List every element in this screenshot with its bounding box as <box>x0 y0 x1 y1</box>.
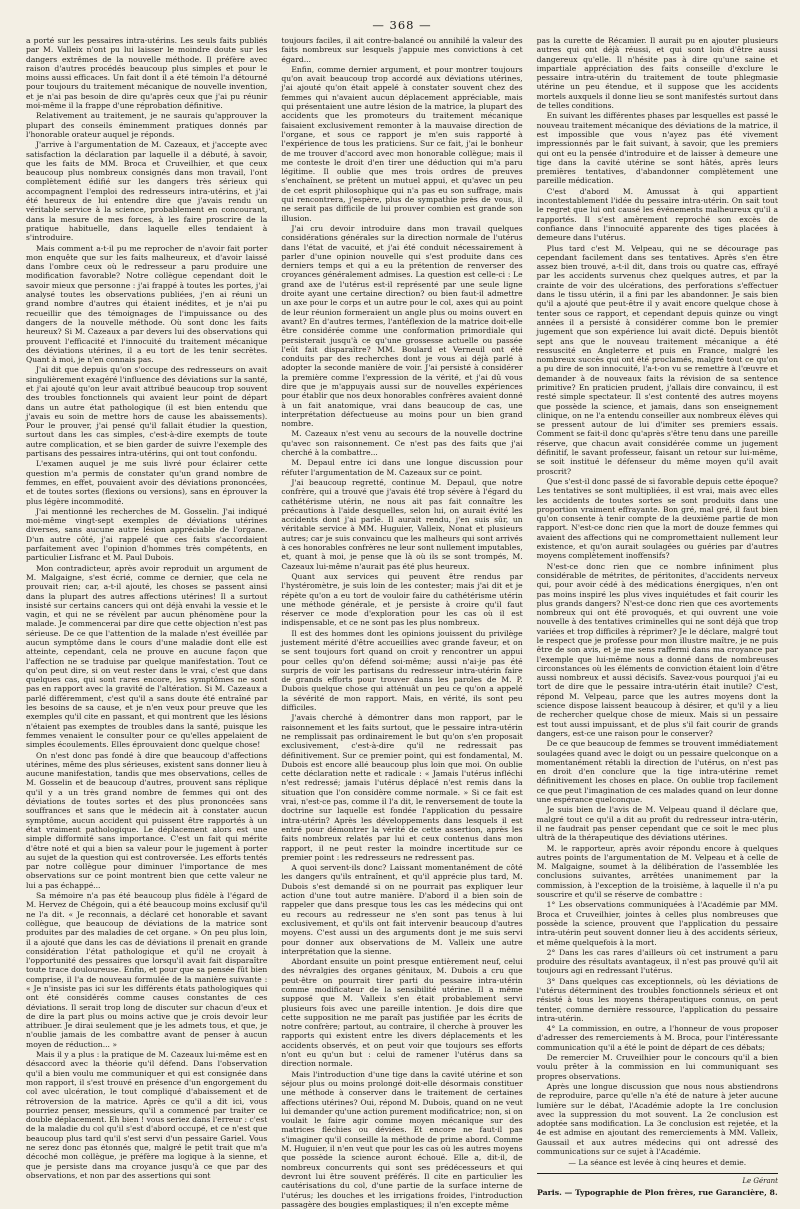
paragraph: M. Depaul entre ici dans une longue discussion pour réfuter l'argumentation de M. Cazeaux sur ce point. <box>281 458 523 477</box>
paragraph: A quoi servent-ils donc? Laissant momentanément de côté les dangers qu'ils entraînent, et qu'il apprécie plus tard, M. Dubois s'est demandé si on ne pourrait pas expliquer leur action d'une tout autre manière. D'abord il a bien soin de rappeler que dans presque tous les cas les médecins qui ont eu recours au redresseur ne s'en sont pas tenus à lui exclusivement, et qu'ils ont fait intervenir beaucoup d'autres moyens. C'est aussi un des arguments dont je me suis servi pour donner aux observations de M. Valleix une autre interprétation que la sienne. <box>281 863 523 956</box>
paragraph: De remercier M. Cruveilhier pour le concours qu'il a bien voulu prêter à la commission en lui communiquant ses propres observations. <box>536 1053 778 1081</box>
paragraph: Après une longue discussion que nous nous abstiendrons de reproduire, parce qu'elle n'a été de nature à jeter aucune lumière sur le débat, l'Académie adopte la 1re conclusion avec la suppression du mot souvent. La 2e conclusion est adoptée sans modification. La 3e conclusion est rejetée, et la 4e est admise en ajoutant des remerciements à MM. Valleix, Gaussail et aux autres médecins qui ont adressé des communications sur ce sujet à l'Académie. <box>536 1081 778 1157</box>
column-1 <box>26 36 268 1180</box>
paragraph: Abordant ensuite un point presque entièrement neuf, celui des névralgies des organes génitaux, M. Dubois a cru que peut-être on pourrait tirer parti du pessaire intra-utérin comme modificateur de la sensibilité utérine. Il a même supposé que M. Valleix s'en était probablement servi plusieurs fois avec une pareille intention. Je dois dire que cette supposition ne me paraît pas justifiée par les écrits de notre confrère; partout, au contraire, il cherche à prouver les rapports qui existent entre les divers déplacements et les accidents observés, et on peut voir que toujours ses efforts n'ont eu qu'un but : celui de ramener l'utérus dans sa direction normale. <box>281 957 523 1069</box>
paragraph: Mais l'introduction d'une tige dans la cavité utérine et son séjour plus ou moins prolongé doit-elle désormais constituer une méthode à conserver dans le traitement de certaines affections utérines? Oui, répond M. Dubois, quand on ne veut lui demander qu'une action purement modificatrice; non, si on voulait le faire agir comme moyen mécanique sur des matrices fléchies ou déviées. Et encore ne faut-il pas s'imaginer qu'il conseille la méthode de prime abord. Comme M. Huguier, il n'en veut que pour les cas où les autres moyens que possède la science auront échoué. Elle a, dit-il, de nombreux concurrents qui sont ses prédécesseurs et qui devront lui être souvent préférés. Il cite en particulier les cautérisations du col, d'une partie de la surface interne de l'utérus; les douches et les irrigations froides, l'introduction passagère des bougies emplastiques; il n'en excepte même <box>281 1069 523 1209</box>
paragraph: J'ai cru devoir introduire dans mon travail quelques considérations générales sur la direction normale de l'utérus dans l'état de vacuité, et j'ai été conduit nécessairement à parler d'une opinion nouvelle qui s'est produite dans ces derniers temps et qui a eu la prétention de renverser des croyances généralement admises. La question est celle-ci : Le grand axe de l'utérus est-il représenté par une seule ligne droite ayant une certaine direction? ou bien faut-il admettre un axe pour le corps et un autre pour le col, axes qui au point de leur réunion formeraient un angle plus ou moins ouvert en avant? En d'autres termes, l'antéflexion de la matrice doit-elle être considérée comme une conformation primordiale qui persisterait jusqu'à ce qu'une grossesse actuelle ou passée l'eût fait disparaître? MM. Boulard et Verneuil ont été conduits par des recherches dont je vous ai déjà parlé à adopter la seconde manière de voir. J'ai persisté à considérer la première comme l'expression de la vérité, et j'ai dû vous dire que je m'appuyais aussi sur de nouvelles expériences pour établir que nos deux honorables confrères avaient donné à un fait anatomique, vrai dans beaucoup de cas, une interprétation défectueuse au moins pour un bien grand nombre. <box>281 223 523 429</box>
paragraph: J'arrive à l'argumentation de M. Cazeaux, et j'accepte avec satisfaction la déclaration par laquelle il a débuté, à savoir, que les faits de MM. Broca et Cruveilhier, et que ceux beaucoup plus nombreux consignés dans mon travail, l'ont complètement édifié sur les dangers très sérieux qui accompagnent l'emploi des redresseurs intra-utérins, et j'ai été heureux de lui entendre dire que j'avais rendu un véritable service à la science, probablement en concourant, dans la mesure de mes forces, à les faire proscrire de la pratique habituelle, dans laquelle elles tendaient à s'introduire. <box>26 140 268 243</box>
paragraph: pas la curette de Récamier. Il aurait pu en ajouter plusieurs autres qui ont déjà réussi, et qui sont loin d'être aussi dangereux qu'elle. Il n'hésite pas à dire qu'une saine et impartiale appréciation des faits conseille d'exclure le pessaire intra-utérin du traitement de toute phlegmasie utérine un peu étendue, et il suppose que les accidents mortels auxquels il donne lieu se sont manifestés surtout dans de telles conditions. <box>536 36 778 111</box>
paragraph: J'ai dit que depuis qu'on s'occupe des redresseurs on avait singulièrement exagéré l'influence des déviations sur la santé, et j'ai ajouté qu'on leur avait attribué beaucoup trop souvent des troubles fonctionnels qui avaient leur point de départ dans un autre état pathologique (il est bien entendu que j'avais eu soin de mettre hors de cause les abaissements). Pour le prouver, j'ai pensé qu'il fallait étudier la question, surtout dans les cas simples, c'est-à-dire exempts de toute autre complication, et se bien garder de suivre l'exemple des partisans des pessaires intra-utérins, qui ont tout confondu. <box>26 365 268 459</box>
paragraph: M. le rapporteur, après avoir répondu encore à quelques autres points de l'argumentation de M. Velpeau et à celle de M. Malgaigne, soumet à la délibération de l'assemblée les conclusions suivantes, arrêtées unanimement par la commission, à l'exception de la troisième, à laquelle il n'a pu souscrire et qu'il se réserve de combattre : <box>536 843 778 900</box>
paragraph: J'ai beaucoup regretté, continue M. Depaul, que notre confrère, qui a trouvé que j'avais été trop sévère à l'égard du cathétérisme utérin, ne nous ait pas fait connaître les précautions à l'aide desquelles, selon lui, on aurait évité les accidents dont j'ai parlé. Il aurait rendu, j'en suis sûr, un véritable service à MM. Huguier, Valleix, Nonat et plusieurs autres; car je suis convaincu que les malheurs qui sont arrivés à ces honorables confrères ne leur sont nullement imputables, et, quant à moi, je pense que là où ils se sont trompés, M. Cazeaux lui-même n'aurait pas été plus heureux. <box>281 477 523 571</box>
paragraph: 4° La commission, en outre, a l'honneur de vous proposer d'adresser des remerciements à M. Broca, pour l'intéressante communication qu'il a été le point de départ de ces débats; <box>536 1024 778 1052</box>
paragraph: 2° Dans les cas rares d'ailleurs où cet instrument a paru produire des résultats avantageux, il n'est pas prouvé qu'il ait toujours agi en redressant l'utérus. <box>536 947 778 976</box>
paragraph: Sa mémoire n'a pas été beaucoup plus fidèle à l'égard de M. Hervez de Chégoin, qui a été beaucoup moins exclusif qu'il ne l'a dit. « Je reconnais, a déclaré cet honorable et savant collègue, que beaucoup de déviations de la matrice sont produites par des maladies de cet organe. » On peu plus loin, il a ajouté que dans les cas de déviations il prenait en grande considération l'état pathologique et qu'il ne croyait à l'opportunité des pessaires que lorsqu'il avait fait disparaître toute trace douloureuse. Enfin, et pour que sa pensée fût bien comprise, il l'a de nouveau formulée de la manière suivante : « Je n'insiste pas ici sur les différents états pathologiques qui ont été considérés comme causes constantes de ces déviations. Il serait trop long de discuter sur chacun d'eux et de dire la part plus ou moins active que je crois devoir leur attribuer. Je dirai seulement que je les admets tous, et que, je n'oublie jamais de les combattre avant de penser à aucun moyen de réduction... » <box>26 891 268 1049</box>
closing-rule <box>537 1173 778 1174</box>
paragraph: C'est d'abord M. Amussat à qui appartient incontestablement l'idée du pessaire intra-utérin. On sait tout le regret que lui ont causé les événements malheureux qu'il a rapportés. Il s'est amèrement reproché son excès de confiance dans l'innocuité apparente des tiges placées à demeure dans l'utérus. <box>536 186 778 243</box>
column-3-body <box>537 36 778 1156</box>
paragraph: M. Cazeaux n'est venu au secours de la nouvelle doctrine qu'avec son raisonnement. Ce n'est pas des faits que j'ai cherché à la combattre... <box>281 429 523 458</box>
paragraph: Mais comment a-t-il pu me reprocher de n'avoir fait porter mon enquête que sur les faits malheureux, et d'avoir laissé dans l'ombre ceux où le redresseur a paru produire une modification favorable? Notre collègue cependant doit le savoir mieux que personne : j'ai frappé à toutes les portes, j'ai analysé toutes les observations publiées, j'en ai réuni un grand nombre d'autres qui étaient inédites, et je n'ai pu recueillir que des témoignages de l'impuissance ou des dangers de la nouvelle méthode. Où sont donc les faits heureux? Si M. Cazeaux a par devers lui des observations qui prouvent l'efficacité et l'innocuité du traitement mécanique des déviations utérines, il a eu tort de les tenir secrètes. Quant à moi, je n'en connais pas. <box>26 243 268 365</box>
paragraph: Mon contradicteur, après avoir reproduit un argument de M. Malgaigne, s'est écrié, comme ce dernier, que cela ne prouvait rien; car, a-t-il ajouté, les choses se passent ainsi dans la plupart des autres affections utérines! Il a surtout insisté sur certains cancers qui ont déjà envahi la vessie et le vagin, et qui ne se révèlent par aucun phénomène pour la malade. Je commencerai par dire que cette objection n'est pas sérieuse. De ce que l'attention de la malade n'est éveillée par aucun symptôme dans le cours d'une maladie dont elle est atteinte, cependant, cela ne prouve en aucune façon que l'affection ne se traduise par quelque manifestation. Tout ce qu'on peut dire, si on veut rester dans le vrai, c'est que dans quelques cas, qui sont rares encore, les symptômes ne sont pas en rapport avec la gravité de l'altération. Si M. Cazeaux a parlé différemment, c'est qu'il a sans doute été entraîné par les besoins de sa cause, et je n'en veux pour preuve que les exemples qu'il cite en passant, et qui montrent que les lésions n'étaient pas exemptes de troubles dans la santé, puisque les femmes venaient le consulter pour ce qu'elles appelaient de simples écoulements. Elles éprouvaient donc quelque chose! <box>26 563 268 750</box>
paragraph: a porté sur les pessaires intra-utérins. Les seuls faits publiés par M. Valleix n'ont pu lui laisser le moindre doute sur les dangers extrêmes de la nouvelle méthode. Il préfère avec raison d'autres procédés beaucoup plus simples et pour le moins aussi efficaces. Un fait dont il a été témoin l'a détourné pour toujours du traitement mécanique de nouvelle invention, et je n'ai pas besoin de dire qu'après ceux que j'ai pu réunir moi-même il la frappe d'une réprobation définitive. <box>26 36 268 111</box>
paragraph: Enfin, comme dernier argument, et pour montrer toujours qu'on avait beaucoup trop accordé aux déviations utérines, j'ai ajouté qu'on était appelé à constater souvent chez des femmes qui n'avaient aucun déplacement appréciable, mais qui présentaient une autre lésion de la matrice, la plupart des accidents que les promoteurs du traitement mécanique faisaient exclusivement remonter à la mauvaise direction de l'organe, et sous ce rapport je m'en suis rapporté à l'expérience de tous les praticiens. Sur ce fait, j'ai le bonheur de me trouver d'accord avec mon honorable collègue; mais il me conteste le droit d'en tirer une déduction qui m'a paru légitime. Il oublie que mes trois ordres de preuves s'enchaînent, se prêtent un mutuel appui, et qu'avec un peu de cet esprit philosophique qui n'a pas eu son suffrage, mais qui rencontrera, j'espère, plus de sympathie près de vous, il ne serait pas difficile de lui prouver combien est grande son illusion. <box>281 64 523 223</box>
text-columns <box>26 36 778 1209</box>
page-header <box>26 14 778 36</box>
column-2 <box>281 36 523 1209</box>
paragraph: 3° Dans quelques cas exceptionnels, où les déviations de l'utérus déterminent des troubles fonctionnels sérieux et ont résisté à tous les moyens thérapeutiques connus, on peut tenter, comme dernière ressource, l'application du pessaire intra-utérin. <box>536 976 778 1023</box>
gerant-signature: Le Gérant <box>742 1176 778 1185</box>
paragraph: Que s'est-il donc passé de si favorable depuis cette époque? Les tentatives se sont multipliées, il est vrai, mais avec elles les accidents de toutes sortes se sont produits dans une proportion vraiment effrayante. Bon gré, mal gré, il faut bien qu'on consente à tenir compte de la deuxième partie de mon rapport. N'est-ce donc rien que la mort de douze femmes qui avaient des affections qui ne compromettaient nullement leur existence, et qu'on aurait soulagées ou guéries par d'autres moyens complètement inoffensifs? <box>536 476 778 561</box>
paragraph: En suivant les différentes phases par lesquelles est passé le nouveau traitement mécanique des déviations de la matrice, il est impossible que vous n'ayez pas été vivement impressionnés par le fait suivant, à savoir, que les premiers qui ont eu la pensée d'introduire et de laisser à demeure une tige dans la cavité utérine se sont hâtés, après leurs premières tentatives, d'abandonner complètement une pareille médication. <box>536 111 778 186</box>
paragraph: Il est des hommes dont les opinions jouissent du privilège justement mérité d'être accueillies avec grande faveur, et on se sent toujours fort quand on croit y rencontrer un appui pour celles qu'on défend soi-même; aussi n'ai-je pas été surpris de voir les partisans du redresseur intra-utérin faire de grands efforts pour trouver dans les paroles de M. P. Dubois quelque chose qui atténuât un peu ce qu'on a appelé la sévérité de mon rapport. Mais, en vérité, ils sont peu difficiles. <box>281 628 523 713</box>
paragraph: Relativement au traitement, je ne saurais qu'approuver la plupart des conseils éminemment pratiques donnés par l'honorable orateur auquel je réponds. <box>26 111 268 139</box>
paragraph: On n'est donc pas fondé à dire que beaucoup d'affections utérines, même des plus sérieuses, existent sans donner lieu à aucune manifestation, tandis que mes observations, celles de M. Gosselin et de beaucoup d'autres, prouvent sans réplique qu'il y a un très grand nombre de femmes qui ont des déviations de toutes sortes et des plus prononcées sans souffrances et sans que le médecin ait à constater aucun symptôme, aucun accident qui puissent être rapportés à un état vraiment pathologique. Le déplacement alors est une simple difformité sans importance. C'est un fait qui mérite d'être noté et qui a bien sa valeur pour le jugement à porter au sujet de la question qui est controversée. Les efforts tentés par notre collègue pour diminuer l'importance de mes observations sur ce point montrent bien que cette valeur ne lui a pas échappé... <box>26 750 268 890</box>
printer-imprint: Paris. — Typographie de Plon frères, rue Garancière, 8. <box>536 1187 778 1197</box>
paragraph: Plus tard c'est M. Velpeau, qui ne se décourage pas cependant facilement dans ses tentatives. Après s'en être assez bien trouvé, a-t-il dit, dans trois ou quatre cas, effrayé par les accidents survenus chez quelques autres, et par la crainte de voir des ulcérations, des perforations s'effectuer dans le tissu utérin, il a fini par les abandonner. Je sais bien qu'il a ajouté que peut-être il y avait encore quelque chose à tenter sous ce rapport, et cependant depuis quinze ou vingt années il a persisté à considérer comme bon le premier jugement que son expérience lui avait dicté. Depuis bientôt sept ans que le nouveau traitement mécanique a été ressuscité en Angleterre et puis en France, malgré les nombreux succès qui ont été proclamés, malgré tout ce qu'on a pu dire de son innocuité, l'a-t-on vu se remettre à l'œuvre et demander à de nouveaux faits la révision de sa sentence primitive? En praticien prudent, j'allais dire convaincu, il est resté simple spectateur. Il s'est contenté des autres moyens que possède la science, et jamais, dans son enseignement clinique, on ne l'a entendu conseiller aux nombreux élèves qui se pressent autour de lui d'imiter ses premiers essais. Comment se fait-il donc qu'après s'être tenu dans une pareille réserve, que chacun avait considérée comme un jugement définitif, le savant professeur, faisant un retour sur lui-même, se soit institué le défenseur du même moyen qu'il avait proscrit? <box>536 243 778 476</box>
paragraph: toujours faciles, il ait contre-balancé ou annihilé la valeur des faits nombreux sur lesquels j'appuie mes convictions à cet égard... <box>281 36 523 64</box>
page-number: — 368 — <box>372 18 432 32</box>
column-3 <box>536 36 778 1197</box>
paragraph: Mais il y a plus : la pratique de M. Cazeaux lui-même est en désaccord avec la théorie qu'il défend. Dans l'observation qu'il a bien voulu me communiquer et qui est consignée dans mon rapport, il s'est trouvé en présence d'un engorgement du col avec ulcération, le tout compliqué d'abaissement et de rétroversion de la matrice. Après ce qu'il a dit ici, vous pourriez penser, messieurs, qu'il a commencé par traiter ce double déplacement. Eh bien ! vous seriez dans l'erreur : c'est de la maladie du col qu'il s'est d'abord occupé, et ce n'est que beaucoup plus tard qu'il s'est servi d'un pessaire Gariel. Vous ne serez donc pas étonnés que, malgré le petit trait que m'a décoché mon collègue, je préfère ma logique à la sienne, et que je persiste dans ma croyance jusqu'à ce que par des observations, et non par des assertions qui sont <box>26 1050 268 1180</box>
paragraph: J'ai mentionné les recherches de M. Gosselin. J'ai indiqué moi-même vingt-sept exemples de déviations utérines diverses, sans aucune autre lésion appréciable de l'organe. D'un autre côté, j'ai rappelé que ces faits s'accordaient parfaitement avec l'opinion d'hommes très compétents, en particulier Lisfranc et M. Paul Dubois. <box>26 506 268 563</box>
paragraph: 1° Les observations communiquées à l'Académie par MM. Broca et Cruveilhier, jointes à celles plus nombreuses que possède la science, prouvent que l'application du pessaire intra-utérin peut souvent donner lieu à des accidents sérieux, et même quelquefois à la mort. <box>536 900 778 947</box>
paragraph: Je suis bien de l'avis de M. Velpeau quand il déclare que, malgré tout ce qu'il a dit au profit du redresseur intra-utérin, il ne faudrait pas penser cependant que ce soit le mec plus ultrà de la thérapeutique des déviations utérines. <box>536 805 778 843</box>
paragraph: J'avais cherché à démontrer dans mon rapport, par le raisonnement et les faits surtout, que le pessaire intra-utérin ne remplissait pas ordinairement le but qu'on s'en proposait exclusivement, c'est-à-dire qu'il ne redressait pas définitivement. Sur ce premier point, qui est fondamental, M. Dubois est encore allé beaucoup plus loin que moi. On oublie cette déclaration nette et radicale : « Jamais l'utérus infléchi n'est redressé; jamais l'utérus déplacé n'est remis dans la situation que l'on considère comme normale. » Si ce fait est vrai, n'est-ce pas, comme il l'a dit, le renversement de toute la doctrine sur laquelle est fondée l'application du pessaire intra-utérin? Après les développements dans lesquels il est entré pour démontrer la vérité de cette assertion, après les faits nombreux relatés par lui et ceux contenus dans mon rapport, il ne peut rester la moindre incertitude sur ce premier point : les redresseurs ne redressent pas. <box>281 713 523 862</box>
paragraph: L'examen auquel je me suis livré pour éclairer cette question m'a permis de constater qu'un grand nombre de femmes, en effet, pouvaient avoir des déviations prononcées, et de toutes sortes (flexions ou versions), sans en éprouver la plus légère incommodité. <box>26 459 268 506</box>
paragraph: Quant aux services qui peuvent être rendus par l'hystéromètre, je suis loin de les contester; mais j'ai dit et je répète qu'on a eu tort de vouloir faire du cathétérisme utérin une méthode générale, et je persiste à croire qu'il faut réserver ce mode d'exploration pour les cas où il est indispensable, et ce ne sont pas les plus nombreux. <box>281 571 523 628</box>
paragraph: De ce que beaucoup de femmes se trouvent immédiatement soulagées quand avec le doigt ou un pessaire quelconque on a momentanément rétabli la direction de l'utérus, on n'est pas en droit d'en conclure que la tige intra-utérine remet définitivement les choses en place. On oublie trop facilement ce que peut l'imagination de ces malades quand on leur donne une espérance quelconque. <box>536 739 778 805</box>
seance-closing-line: — La séance est levée à cinq heures et demie. <box>568 1158 747 1168</box>
paragraph: N'est-ce donc rien que ce nombre infiniment plus considérable de métrites, de péritonites, d'accidents nerveux qui, pour avoir cédé à des médications énergiques, n'en ont pas moins inspiré les plus vives inquiétudes et fait courir les plus grands dangers? N'est-ce donc rien que ces avortements nombreux qui ont été provoqués, et qui ouvrent une voie nouvelle à des tentatives criminelles qui ne sont déjà que trop variées et trop difficiles à réprimer? Je le déclare, malgré tout le respect que je professe pour mon illustre maître, je ne puis être de son avis, et je me sens raffermi dans ma croyance par l'exemple que lui-même nous a donné dans de nombreuses circonstances où les éléments de conviction étaient loin d'être aussi nombreux et aussi décisifs. Savez-vous pourquoi j'ai eu tort de dire que le pessaire intra-utérin était inutile? C'est, répond M. Velpeau, parce que les autres moyens dont la science dispose laissent beaucoup à désirer, et qu'il y a lieu de rechercher quelque chose de mieux. Mais si un pessaire est tout aussi impuissant, et de plus s'il fait courir de grands dangers, est-ce une raison pour le conserver? <box>536 561 778 738</box>
